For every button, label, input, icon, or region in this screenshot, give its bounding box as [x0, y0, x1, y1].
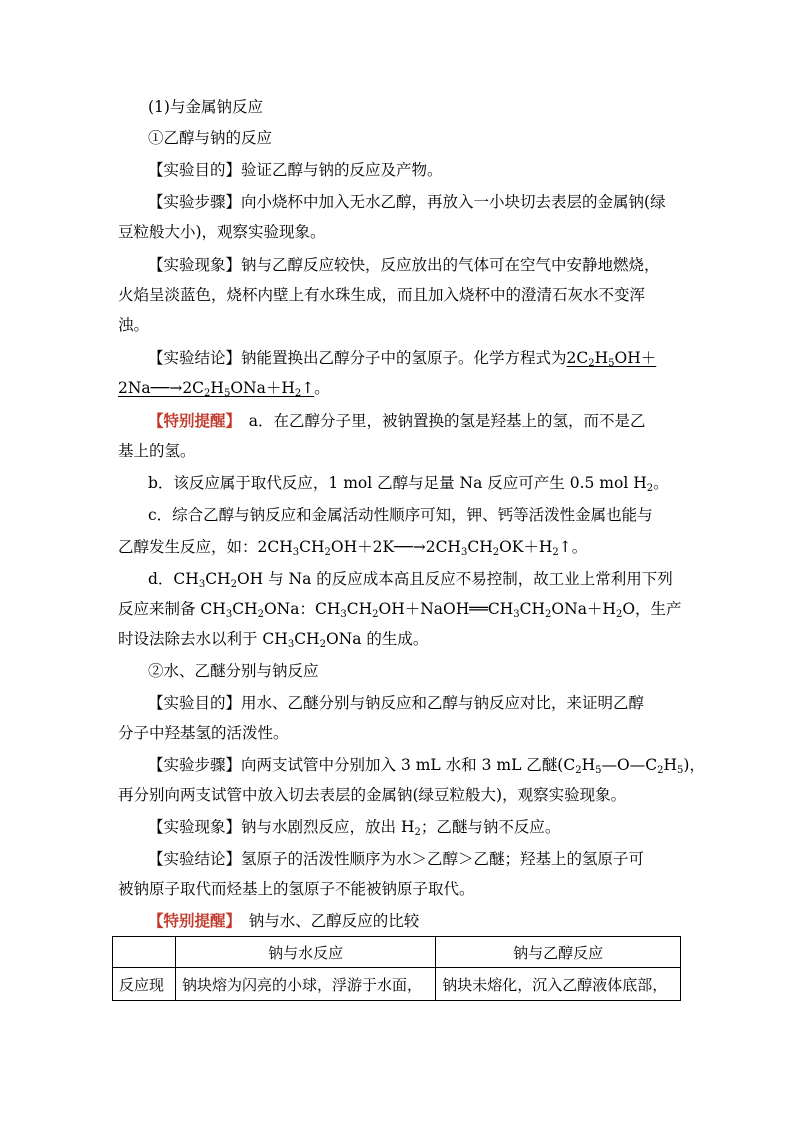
tip2-label: 【特别提醒】	[148, 911, 234, 930]
exp2-aim-line2: 分子中羟基氢的活泼性。	[118, 724, 289, 742]
tip1-d-line1: d．$CH_3CH_2OH$ 与 Na 的反应成本高且反应不易控制，故工业上常利用下列	[148, 570, 673, 590]
heading-ethanol-sodium: ①乙醇与钠的反应	[148, 129, 273, 147]
exp2-aim-line1	[148, 693, 690, 713]
steps2-text: 向两支试管中分别加入 3 mL 水和 3 mL 乙醚(C	[241, 756, 576, 774]
exp1-aim	[148, 160, 690, 180]
tip2-text: 钠与水、乙醇反应的比较	[248, 912, 420, 930]
exp2-conclusion-line2: 被钠原子取代而烃基上的氢原子不能被钠原子取代。	[118, 880, 475, 898]
exp1-steps-line1	[148, 192, 690, 212]
tip1-d-line2: 反应来制备 $CH_3CH_2ONa$：$CH_3CH_2OH+NaOH══CH_3CH_2ONa+H_2O$，生产	[118, 600, 682, 620]
table-row	[113, 968, 681, 1001]
exp1-steps-line2: 豆粒般大小)，观察实验现象。	[118, 223, 326, 241]
exp1-conclusion-line1	[148, 348, 690, 368]
tip1-b: b．该反应属于取代反应，1 mol 乙醇与足量 Na 反应可产生 0.5 mol $H_2$。	[148, 474, 669, 494]
table-header-row	[113, 937, 681, 968]
steps2-label: 【实验步骤】	[148, 756, 242, 774]
table-cell: 钠块熔为闪亮的小球，浮游于水面，	[176, 968, 436, 1001]
steps-text: 向小烧杯中加入无水乙醇，再放入一小块切去表层的金属钠(绿	[241, 193, 666, 211]
phen-label: 【实验现象】	[148, 256, 242, 274]
comparison-table	[112, 936, 681, 1001]
exp1-phen-line1	[148, 255, 690, 275]
aim-label: 【实验目的】	[148, 161, 242, 179]
table-header-cell: 钠与水反应	[176, 937, 436, 968]
tip-d2-text: 反应来制备 CH	[118, 600, 226, 618]
exp1-phen-line3: 浊。	[118, 316, 150, 334]
exp2-steps-line1: 【实验步骤】向两支试管中分别加入 3 mL 水和 3 mL 乙醚$(C_2H_5—O—C_2H_5)$，	[148, 756, 705, 776]
exp2-phenomenon: 【实验现象】钠与水剧烈反应，放出 $H_2$；乙醚与钠不反应。	[148, 818, 561, 838]
exp1-conclusion-line2: $2Na──\to 2C_2H_5ONa+H_2↑$。	[118, 379, 330, 399]
equation-part1: $2C_2H_5OH+$	[566, 349, 657, 369]
table-cell: 反应现	[113, 968, 176, 1001]
phen2-end: ；乙醚与钠不反应。	[420, 818, 561, 836]
tip-b-end: 。	[653, 474, 669, 492]
tip1-c-line2: 乙醇发生反应，如：$2CH_3CH_2OH+2K──\to 2CH_3CH_2OK+H_2↑$。	[118, 538, 588, 558]
tip1-c-line1: c．综合乙醇与钠反应和金属活动性顺序可知，钾、钙等活泼性金属也能与	[148, 506, 653, 524]
steps-label: 【实验步骤】	[148, 193, 242, 211]
concl2-label: 【实验结论】	[148, 850, 242, 868]
table-header-cell: 钠与乙醇反应	[436, 937, 681, 968]
tip-d3-text: 时设法除去水以利于 CH	[118, 630, 288, 648]
table-header-cell	[113, 937, 176, 968]
concl-text: 钠能置换出乙醇分子中的氢原子。化学方程式为	[241, 349, 567, 367]
tip-a-text: a．在乙醇分子里，被钠置换的氢是羟基上的氢，而不是乙	[248, 412, 646, 430]
tip1-a-line1	[148, 411, 690, 431]
tip-b-text: b．该反应属于取代反应，1 mol 乙醇与足量 Na 反应可产生 0.5 mol H	[148, 474, 647, 492]
aim2-text: 用水、乙醚分别与钠反应和乙醇与钠反应对比，来证明乙醇	[241, 694, 645, 712]
exp2-conclusion-line1	[148, 849, 690, 869]
tip-c-text: 乙醇发生反应，如：2CH	[118, 538, 293, 556]
tip-d-mid: 与 Na 的反应成本高且反应不易控制，故工业上常利用下列	[263, 570, 673, 588]
phen-text: 钠与乙醇反应较快，反应放出的气体可在空气中安静地燃烧，	[241, 256, 660, 274]
concl2-text: 氢原子的活泼性顺序为水＞乙醇＞乙醚；羟基上的氢原子可	[241, 850, 645, 868]
equation-part2: $2Na──\to 2C_2H_5ONa+H_2↑$	[118, 379, 315, 399]
table-cell: 钠块未熔化，沉入乙醇液体底部，	[436, 968, 681, 1001]
phen2-label: 【实验现象】	[148, 818, 242, 836]
aim-text: 验证乙醇与钠的反应及产物。	[241, 161, 443, 179]
tip1-a-line2: 基上的氢。	[118, 442, 196, 460]
heading-water-ether: ②水、乙醚分别与钠反应	[148, 662, 319, 680]
concl-label: 【实验结论】	[148, 349, 242, 367]
tip-label: 【特别提醒】	[148, 411, 234, 430]
tip2	[148, 911, 690, 931]
heading-sodium-reaction: (1)与金属钠反应	[148, 98, 263, 116]
exp2-steps-line2: 再分别向两支试管中放入切去表层的金属钠(绿豆粒般大)，观察实验现象。	[118, 786, 627, 804]
tip1-d-line3: 时设法除去水以利于 $CH_3CH_2ONa$ 的生成。	[118, 630, 429, 650]
exp1-phen-line2: 火焰呈淡蓝色，烧杯内壁上有水珠生成，而且加入烧杯中的澄清石灰水不变浑	[118, 286, 646, 304]
aim2-label: 【实验目的】	[148, 694, 242, 712]
phen2-text: 钠与水剧烈反应，放出 H	[241, 818, 415, 836]
tip-d-text: d．CH	[148, 570, 199, 588]
tip-d3-end: 的生成。	[361, 630, 429, 648]
